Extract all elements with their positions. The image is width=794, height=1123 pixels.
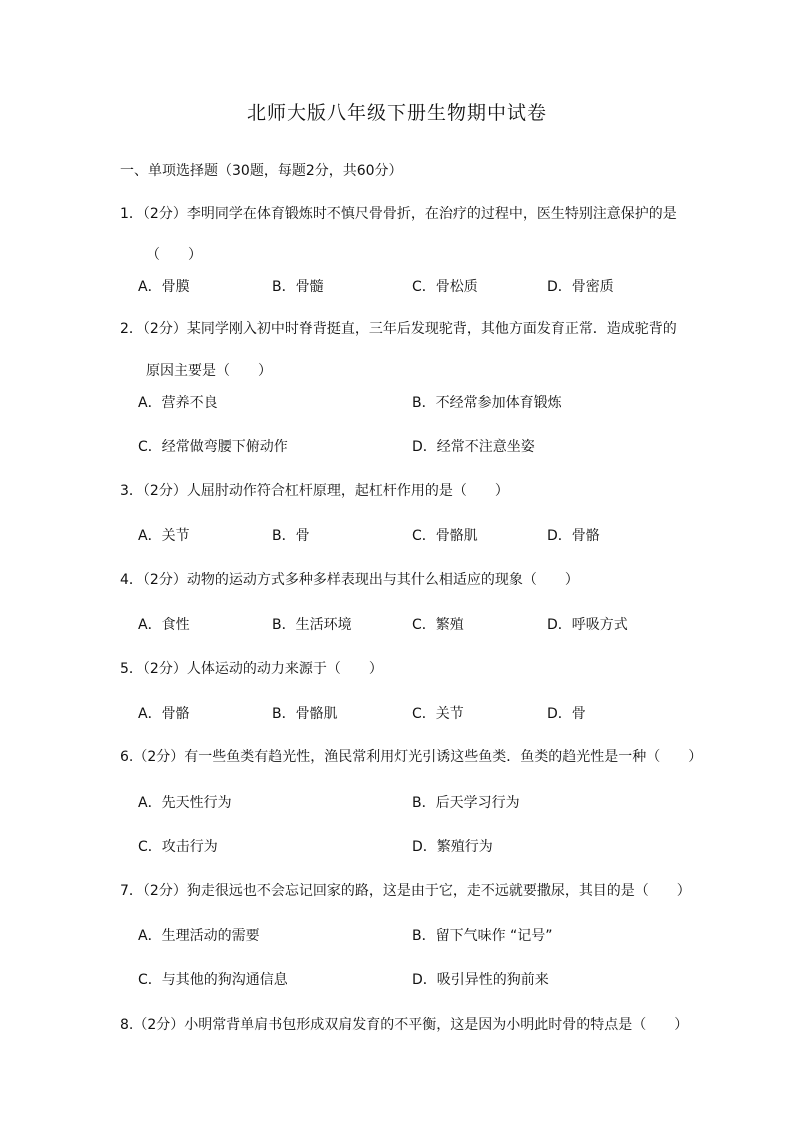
- option-b[interactable]: B．留下气味作 “记号”: [412, 928, 553, 944]
- option-d[interactable]: D．骨: [547, 706, 586, 722]
- question-text-cont: （ ）: [146, 247, 202, 263]
- question-text: 1．（2分）李明同学在体育锻炼时不慎尺骨骨折，在治疗的过程中，医生特别注意保护的是: [120, 206, 677, 222]
- option-d[interactable]: D．骨骼: [547, 528, 600, 544]
- question-text-cont: 原因主要是（ ）: [146, 363, 272, 379]
- option-d[interactable]: D．吸引异性的狗前来: [412, 972, 549, 988]
- option-a[interactable]: A．骨骼: [138, 706, 190, 722]
- option-b[interactable]: B．生活环境: [272, 617, 352, 633]
- question-text: 5．（2分）人体运动的动力来源于（ ）: [120, 661, 383, 677]
- option-a[interactable]: A．骨膜: [138, 279, 190, 295]
- option-d[interactable]: D．繁殖行为: [412, 839, 493, 855]
- option-b[interactable]: B．后天学习行为: [412, 795, 520, 811]
- option-d[interactable]: D．经常不注意坐姿: [412, 439, 535, 455]
- option-b[interactable]: B．骨: [272, 528, 310, 544]
- option-c[interactable]: C．骨骼肌: [412, 528, 478, 544]
- option-c[interactable]: C．与其他的狗沟通信息: [138, 972, 288, 988]
- section-heading: 一、单项选择题（30题，每题2分，共60分）: [120, 163, 403, 179]
- question-text: 6.（2分）有一些鱼类有趋光性，渔民常利用灯光引诱这些鱼类．鱼类的趋光性是一种（ ）: [120, 749, 703, 765]
- option-c[interactable]: C．繁殖: [412, 617, 464, 633]
- option-c[interactable]: C．关节: [412, 706, 464, 722]
- question-text: 2．（2分）某同学刚入初中时脊背挺直，三年后发现驼背，其他方面发育正常．造成驼背的: [120, 321, 677, 337]
- option-a[interactable]: A．先天性行为: [138, 795, 232, 811]
- option-c[interactable]: C．骨松质: [412, 279, 478, 295]
- option-c[interactable]: C．经常做弯腰下俯动作: [138, 439, 288, 455]
- option-b[interactable]: B．骨骼肌: [272, 706, 338, 722]
- question-text: 3．（2分）人屈肘动作符合杠杆原理，起杠杆作用的是（ ）: [120, 483, 509, 499]
- option-a[interactable]: A．营养不良: [138, 395, 218, 411]
- option-b[interactable]: B．不经常参加体育锻炼: [412, 395, 562, 411]
- option-d[interactable]: D．骨密质: [547, 279, 614, 295]
- option-a[interactable]: A．关节: [138, 528, 190, 544]
- question-text: 4．（2分）动物的运动方式多种多样表现出与其什么相适应的现象（ ）: [120, 572, 579, 588]
- option-c[interactable]: C．攻击行为: [138, 839, 218, 855]
- option-a[interactable]: A．食性: [138, 617, 190, 633]
- option-a[interactable]: A．生理活动的需要: [138, 928, 260, 944]
- question-text: 7．（2分）狗走很远也不会忘记回家的路，这是由于它，走不远就要撒尿，其目的是（ ）: [120, 883, 691, 899]
- question-text: 8.（2分）小明常背单肩书包形成双肩发育的不平衡，这是因为小明此时骨的特点是（ ）: [120, 1017, 689, 1033]
- exam-title: 北师大版八年级下册生物期中试卷: [246, 102, 547, 124]
- option-b[interactable]: B．骨髓: [272, 279, 324, 295]
- option-d[interactable]: D．呼吸方式: [547, 617, 628, 633]
